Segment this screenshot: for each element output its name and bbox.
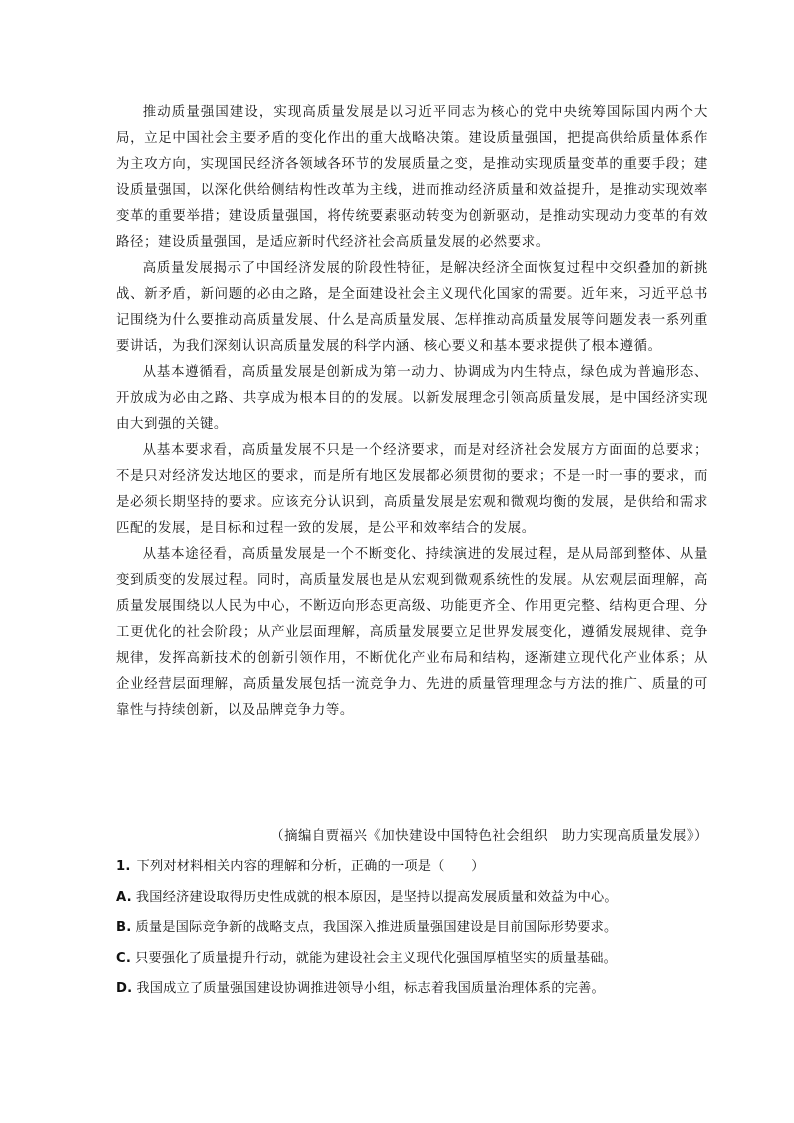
question-number: 1.	[116, 859, 131, 874]
passage-paragraph: 从基本要求看，高质量发展不只是一个经济要求，而是对经济社会发展方方面面的总要求；不是只对经济发达地区的要求，而是所有地区发展都必须贯彻的要求；不是一时一事的要求，而是必须长期坚持的要求。应该充分认识到，高质量发展是宏观和微观均衡的发展，是供给和需求匹配的发展，是目标和过程一致的发展，是公平和效率结合的发展。	[116, 443, 708, 536]
passage-paragraph: 高质量发展揭示了中国经济发展的阶段性特征，是解决经济全面恢复过程中交织叠加的新挑战、新矛盾，新问题的必由之路，是全面建设社会主义现代化国家的需要。近年来，习近平总书记围绕为什么要推动高质量发展、什么是高质量发展、怎样推动高质量发展等问题发表一系列重要讲话，为我们深刻认识高质量发展的科学内涵、核心要义和基本要求提供了根本遵循。	[116, 261, 708, 354]
question-stem	[116, 852, 716, 883]
passage-paragraph: 从基本遵循看，高质量发展是创新成为第一动力、协调成为内生特点，绿色成为普遍形态、开放成为必由之路、共享成为根本目的的发展。以新发展理念引领高质量发展，是中国经济实现由大到强的关键。	[116, 365, 708, 432]
option-a[interactable]	[116, 883, 716, 914]
question-text: 下列对材料相关内容的理解和分析，正确的一项是（ ）	[136, 859, 485, 874]
option-c[interactable]	[116, 944, 716, 975]
option-key: A.	[116, 889, 132, 905]
option-text: 只要强化了质量提升行动，就能为建设社会主义现代化强国厚植坚实的质量基础。	[135, 950, 618, 966]
passage-paragraph: 推动质量强国建设，实现高质量发展是以习近平同志为核心的党中央统筹国际国内两个大局，立足中国社会主要矛盾的变化作出的重大战略决策。建设质量强国，把提高供给质量体系作为主攻方向，实现国民经济各领域各环节的发展质量之变，是推动实现质量变革的重要手段；建设质量强国，以深化供给侧结构性改革为主线，进而推动经济质量和效益提升，是推动实现效率变革的重要举措；建设质量强国，将传统要素驱动转变为创新驱动，是推动实现动力变革的有效路径；建设质量强国，是适应新时代经济社会高质量发展的必然要求。	[116, 105, 708, 250]
passage-paragraph: 从基本途径看，高质量发展是一个不断变化、持续演进的发展过程，是从局部到整体、从量变到质变的发展过程。同时，高质量发展也是从宏观到微观系统性的发展。从宏观层面理解，高质量发展围绕以人民为中心，不断迈向形态更高级、功能更齐全、作用更完整、结构更合理、分工更优化的社会阶段；从产业层面理解，高质量发展要立足世界发展变化，遵循发展规律、竞争规律，发挥高新技术的创新引领作用，不断优化产业布局和结构，逐渐建立现代化产业体系；从企业经营层面理解，高质量发展包括一流竞争力、先进的质量管理理念与方法的推广、质量的可靠性与持续创新，以及品牌竞争力等。	[116, 547, 708, 718]
option-key: C.	[116, 950, 132, 966]
question-block	[116, 852, 716, 1005]
option-d[interactable]	[116, 974, 716, 1005]
option-b[interactable]	[116, 913, 716, 944]
option-text: 我国成立了质量强国建设协调推进领导小组，标志着我国质量治理体系的完善。	[136, 981, 605, 996]
option-key: D.	[116, 981, 133, 996]
reading-passage	[116, 100, 708, 724]
passage-source: （摘编自贾福兴《加快建设中国特色社会组织 助力实现高质量发展》）	[270, 829, 708, 844]
option-text: 质量是国际竞争新的战略支点，我国深入推进质量强国建设是目前国际形势要求。	[135, 920, 618, 935]
option-text: 我国经济建设取得历史性成就的根本原因，是坚持以提高发展质量和效益为中心。	[135, 889, 618, 905]
option-key: B.	[116, 920, 132, 935]
